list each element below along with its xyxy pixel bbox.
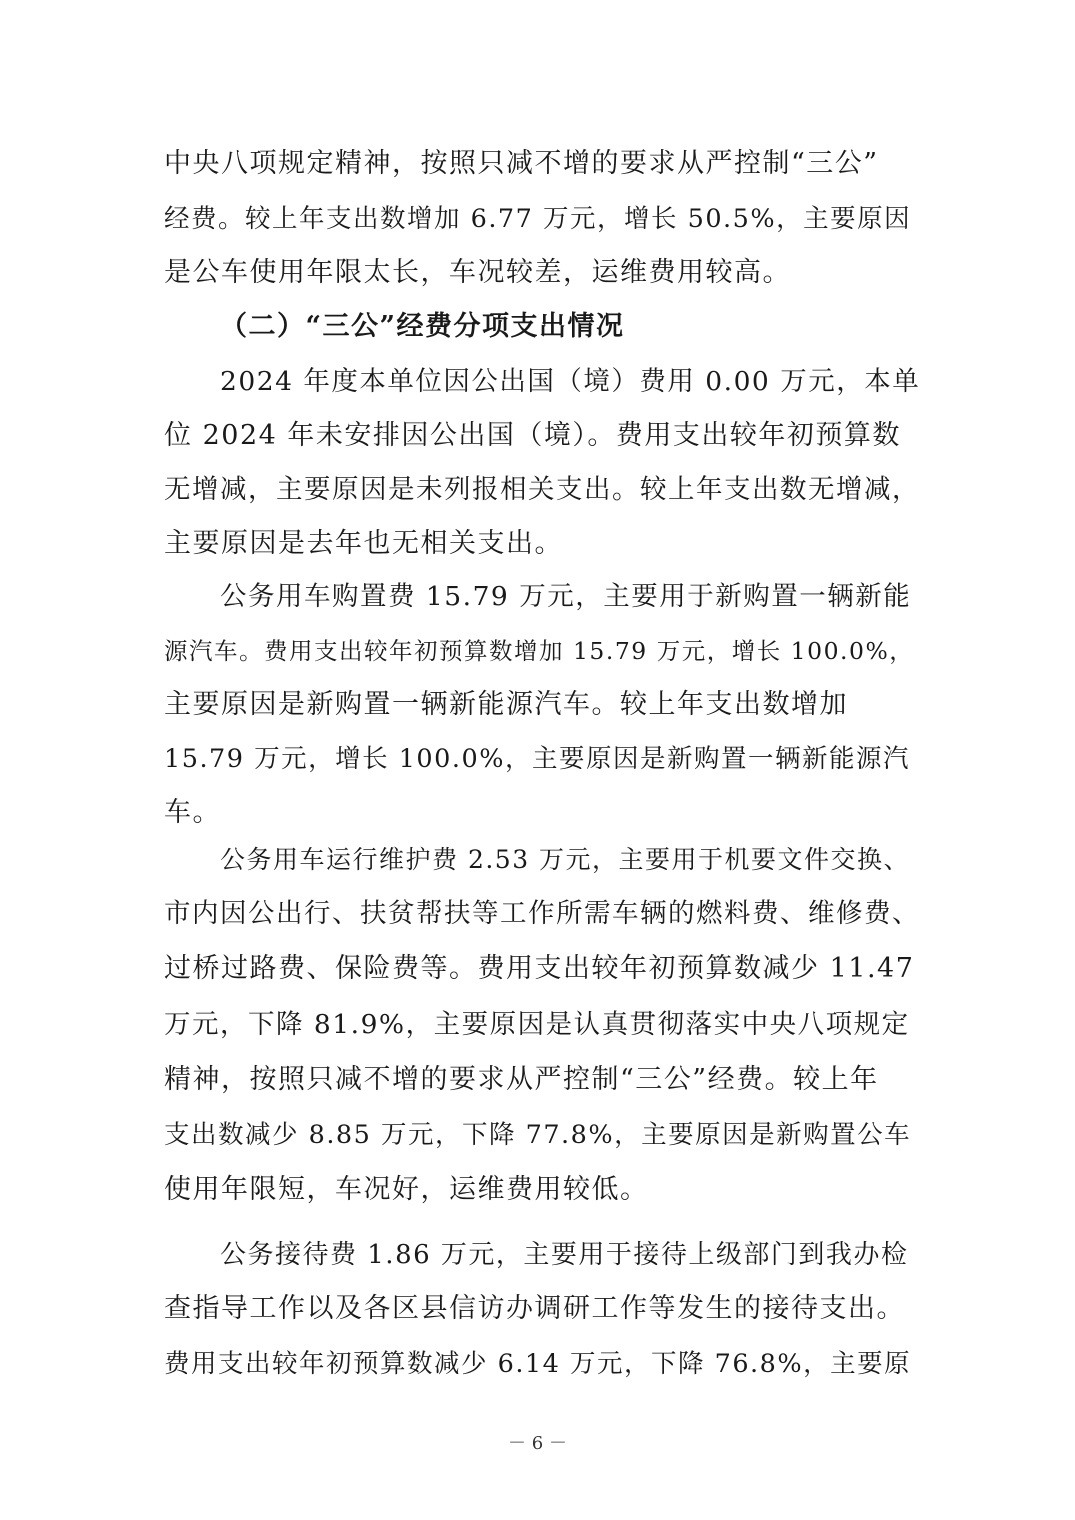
text-line: 过桥过路费、保险费等。费用支出较年初预算数减少 11.47 [164,953,915,984]
text-line: 支出数减少 8.85 万元，下降 77.8%，主要原因是新购置公车 [164,1120,912,1150]
page-number: － 6 － [508,1433,567,1454]
text-line: 中央八项规定精神，按照只减不增的要求从严控制“三公” [164,148,879,179]
section-heading: （二）“三公”经费分项支出情况 [220,311,625,342]
text-line: 主要原因是去年也无相关支出。 [164,528,563,559]
text-line: 15.79 万元，增长 100.0%，主要原因是新购置一辆新能源汽 [164,744,910,774]
text-line: 2024 年度本单位因公出国（境）费用 0.00 万元，本单 [220,366,921,397]
text-line: 精神，按照只减不增的要求从严控制“三公”经费。较上年 [164,1064,879,1095]
text-line: 位 2024 年未安排因公出国（境）。费用支出较年初预算数 [164,420,901,451]
text-line: 是公车使用年限太长，车况较差，运维费用较高。 [164,257,791,288]
text-line: 使用年限短，车况好，运维费用较低。 [164,1174,649,1205]
text-line: 公务接待费 1.86 万元，主要用于接待上级部门到我办检 [220,1240,909,1270]
text-line: 费用支出较年初预算数减少 6.14 万元，下降 76.8%，主要原 [164,1349,912,1379]
text-line: 查指导工作以及各区县信访办调研工作等发生的接待支出。 [164,1293,905,1324]
text-line: 公务用车运行维护费 2.53 万元，主要用于机要文件交换、 [220,845,911,874]
text-line: 公务用车购置费 15.79 万元，主要用于新购置一辆新能 [220,581,912,612]
text-line: 无增减，主要原因是未列报相关支出。较上年支出数无增减， [164,474,920,505]
text-line: 万元，下降 81.9%，主要原因是认真贯彻落实中央八项规定 [164,1009,910,1040]
text-line: 经费。较上年支出数增加 6.77 万元，增长 50.5%，主要原因 [164,204,912,234]
text-line: 主要原因是新购置一辆新能源汽车。较上年支出数增加 [164,689,848,720]
text-line: 源汽车。费用支出较年初预算数增加 15.79 万元，增长 100.0%， [164,637,915,665]
text-line: 市内因公出行、扶贫帮扶等工作所需车辆的燃料费、维修费、 [164,898,920,929]
text-line: 车。 [164,797,221,828]
